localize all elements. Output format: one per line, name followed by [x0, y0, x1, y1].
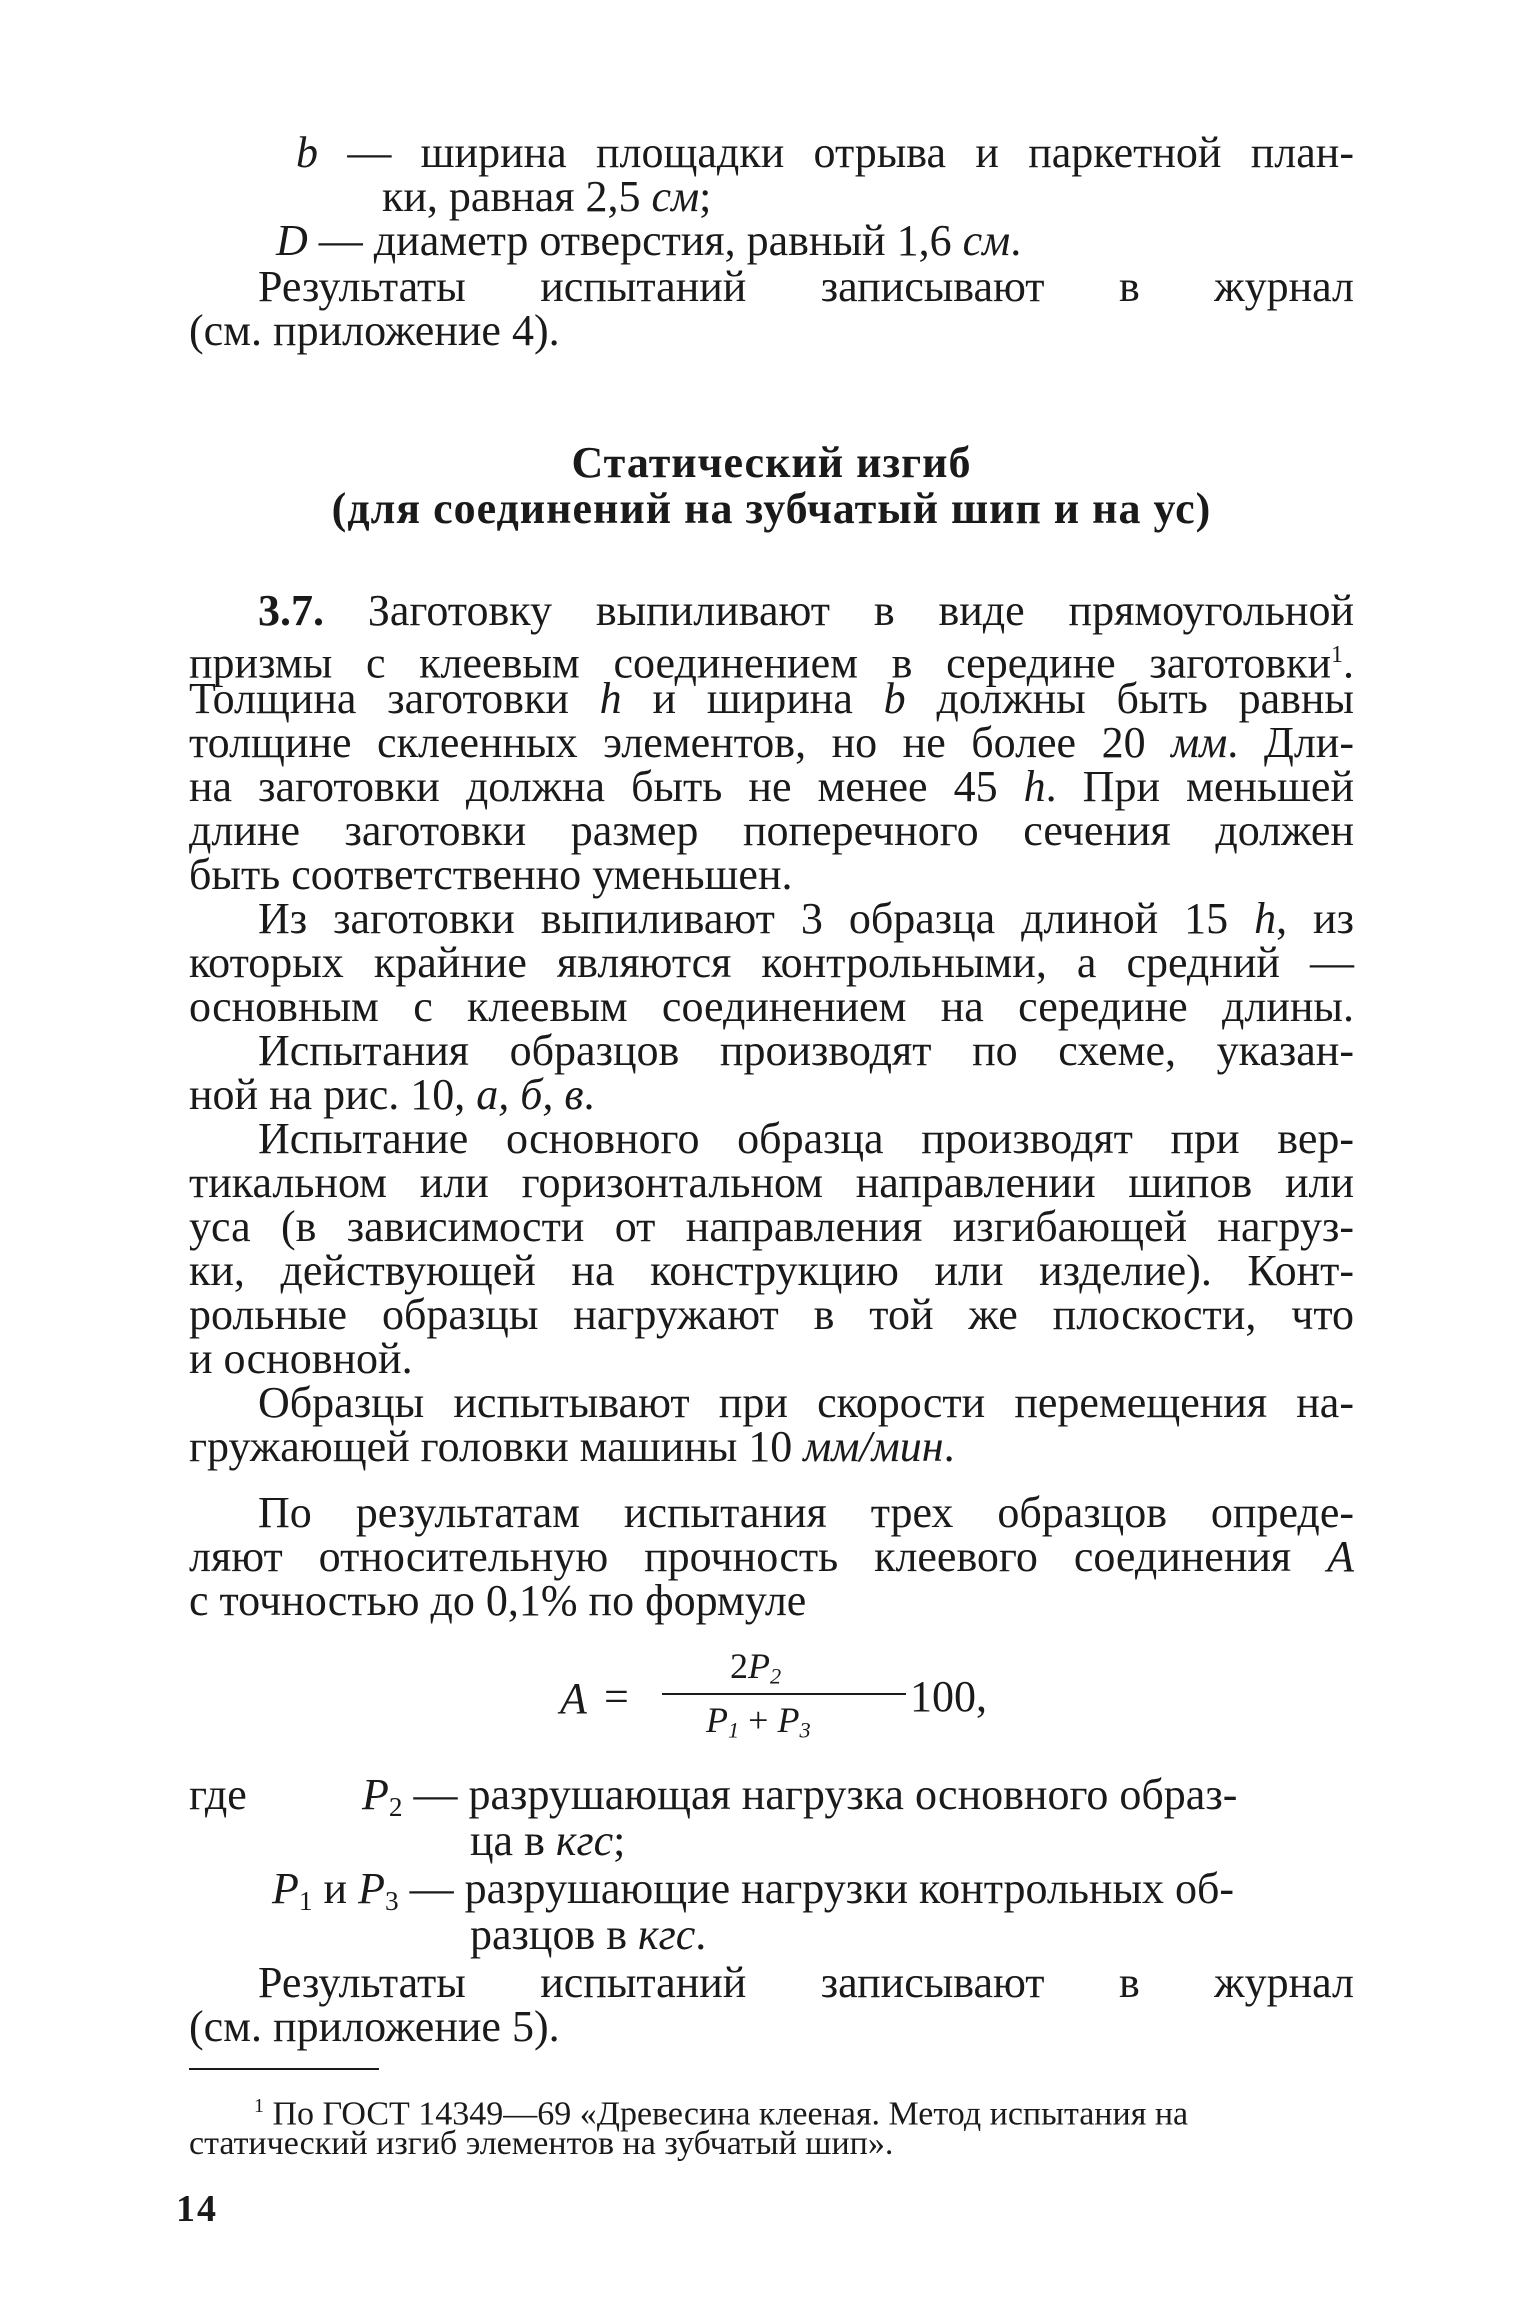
- formula-fraction-bar: [662, 1693, 906, 1695]
- para4-line6: и основной.: [189, 1334, 413, 1383]
- definition-b-line2: ки, равная 2,5 см;: [382, 172, 712, 221]
- section-3-7-line4: толщине склеенных элементов, но не более 20 мм. Дли-: [189, 718, 1354, 767]
- section-heading-line1: Статический изгиб: [571, 438, 972, 487]
- results-1-line2: (см. приложение 4).: [189, 306, 560, 355]
- para2-line1: Из заготовки выпиливают 3 образца длиной 15 h, из: [258, 894, 1354, 943]
- section-3-7-line3: Толщина заготовки h и ширина b должны быть равны: [189, 674, 1354, 723]
- para5-line2: гружающей головки машины 10 мм/мин.: [189, 1422, 955, 1471]
- section-3-7-line6: длине заготовки размер поперечного сечения должен: [189, 806, 1354, 855]
- formula-lhs: A: [560, 1674, 587, 1723]
- section-3-7-line5: на заготовки должна быть не менее 45 h. При меньшей: [189, 762, 1354, 811]
- section-heading-line2: (для соединений на зубчатый шип и на ус): [331, 484, 1212, 533]
- where-label: где: [189, 1770, 247, 1819]
- para4-line1: Испытание основного образца производят при вер-: [258, 1114, 1354, 1163]
- formula-equals: =: [604, 1672, 629, 1721]
- para4-line3: уса (в зависимости от направления изгибающей нагруз-: [189, 1202, 1354, 1251]
- results-2-line2: (см. приложение 5).: [189, 2002, 560, 2051]
- footnote-line1: $^1$ По ГОСТ 14349—69 «Древесина клееная. Метод испытания на: [254, 2095, 1189, 2133]
- results-1-line1: Результаты испытаний записывают в журнал: [258, 262, 1354, 311]
- para6-line1: По результатам испытания трех образцов опреде-: [258, 1488, 1354, 1537]
- definition-d: D — диаметр отверстия, равный 1,6 см.: [276, 216, 1022, 265]
- where-def2-line1: $P_1$ и $P_3$ — разрушающие нагрузки контрольных об-: [272, 1864, 1235, 1916]
- section-3-7-line2: призмы с клеевым соединением в середине заготовки$^1$.: [189, 638, 1354, 688]
- para4-line4: ки, действующей на конструкцию или изделие). Конт-: [189, 1246, 1354, 1295]
- para3-line1: Испытания образцов производят по схеме, указан-: [258, 1026, 1354, 1075]
- footnote-divider: [189, 2068, 379, 2070]
- formula-multiplier: 100,: [910, 1672, 987, 1721]
- footnote-line2: статический изгиб элементов на зубчатый шип».: [189, 2125, 894, 2162]
- where-def2-line2: разцов в кгс.: [470, 1910, 707, 1959]
- formula-numerator: $2P_2$: [730, 1646, 782, 1689]
- para2-line3: основным с клеевым соединением на середине длины.: [189, 982, 1354, 1031]
- section-3-7-line1: 3.7. Заготовку выпиливают в виде прямоугольной: [258, 586, 1354, 635]
- page-number: 14: [176, 2188, 218, 2230]
- results-2-line1: Результаты испытаний записывают в журнал: [258, 1958, 1354, 2007]
- para5-line1: Образцы испытывают при скорости перемещения на-: [258, 1378, 1354, 1427]
- para2-line2: которых крайние являются контрольными, а средний —: [189, 938, 1354, 987]
- definition-b-line1: b — ширина площадки отрыва и паркетной план-: [296, 128, 1354, 177]
- where-def1-line2: ца в кгс;: [470, 1816, 626, 1865]
- where-def1-line1: $P_2$ — разрушающая нагрузка основного образ-: [362, 1770, 1238, 1822]
- para4-line2: тикальном или горизонтальном направлении шипов или: [189, 1158, 1354, 1207]
- para6-line3: с точностью до 0,1% по формуле: [189, 1576, 807, 1625]
- para4-line5: рольные образцы нагружают в той же плоскости, что: [189, 1290, 1354, 1339]
- para3-line2: ной на рис. 10, а, б, в.: [189, 1070, 595, 1119]
- section-3-7-line7: быть соответственно уменьшен.: [189, 850, 793, 899]
- strength-formula: [560, 1645, 987, 1755]
- para6-line2: ляют относительную прочность клеевого соединения А: [189, 1532, 1354, 1581]
- formula-denominator: $P_1 + P_3$: [706, 1700, 811, 1743]
